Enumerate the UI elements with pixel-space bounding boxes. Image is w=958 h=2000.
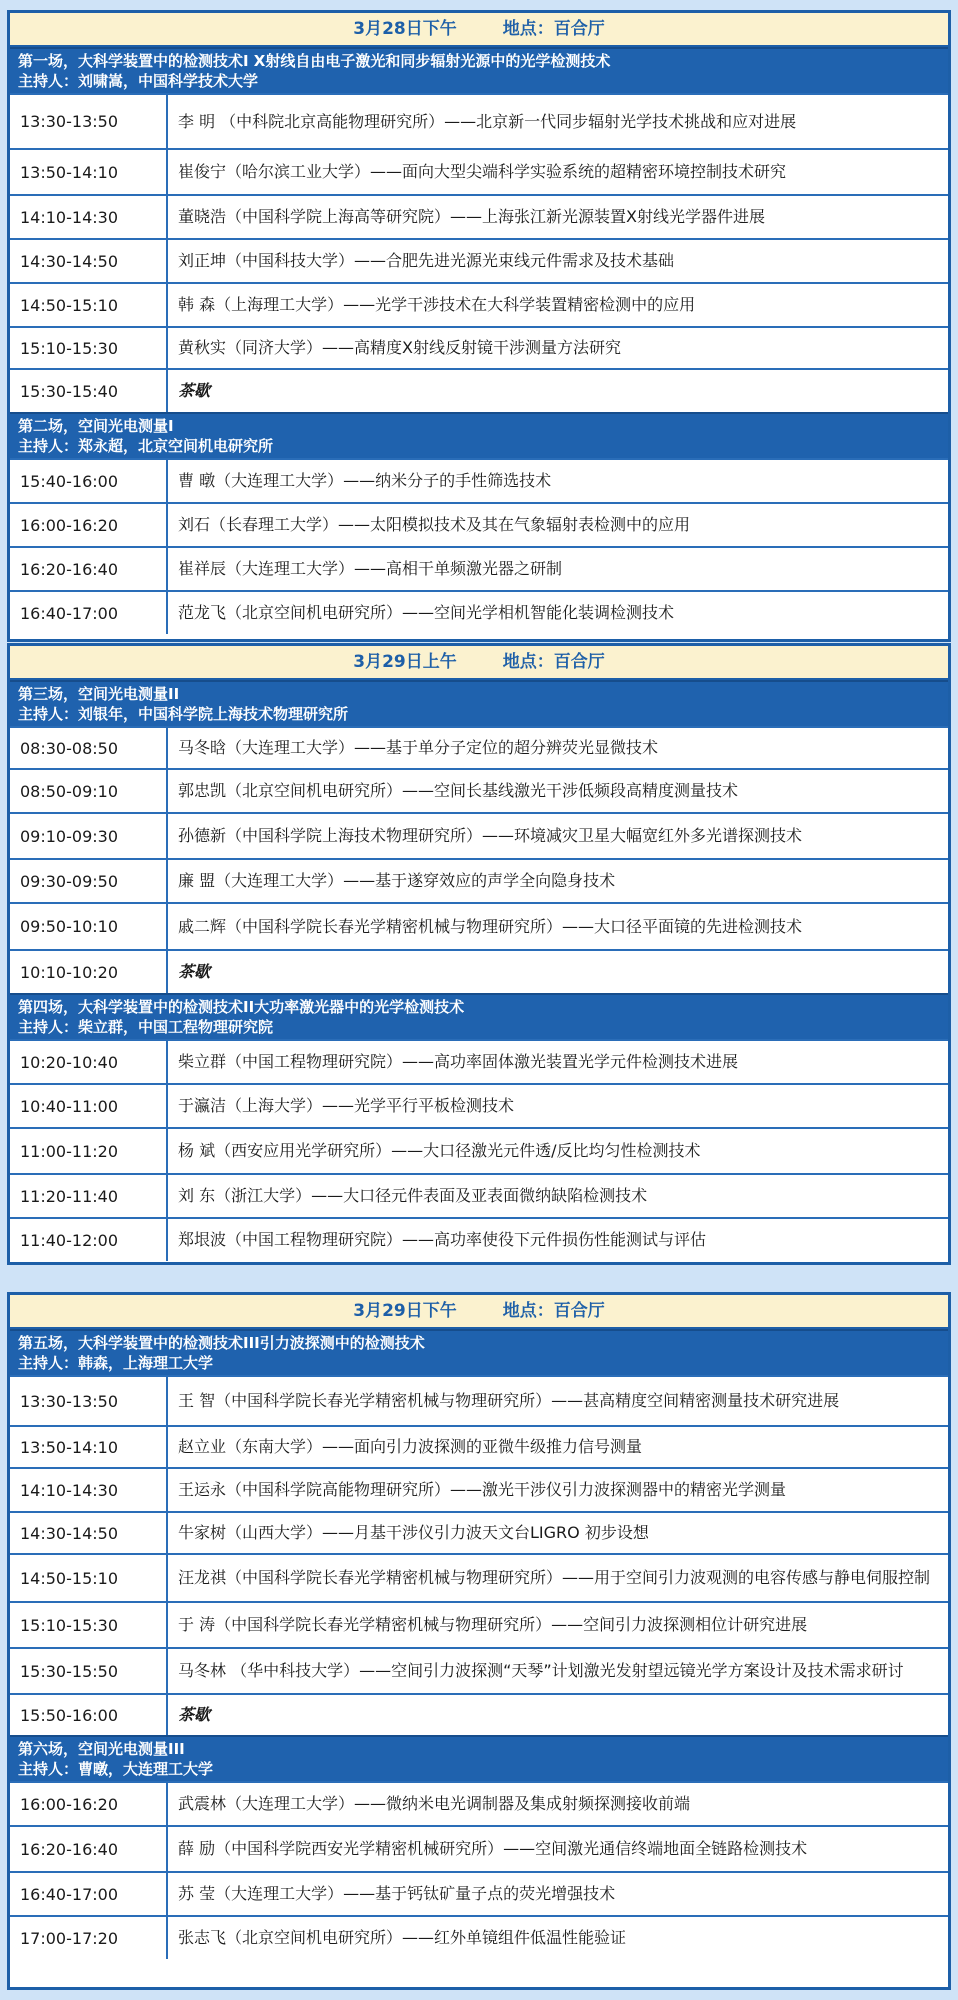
session-header: [10, 993, 948, 1039]
time-slot: 14:10-14:30: [10, 196, 168, 238]
time-slot: 09:50-10:10: [10, 904, 168, 949]
time-slot: 17:00-17:20: [10, 1917, 168, 1959]
talk-info: 薛 励（中国科学院西安光学精密机械研究所）——空间激光通信终端地面全链路检测技术: [178, 1839, 808, 1858]
day-panel: [7, 1292, 951, 1990]
talk-info: 郑垠波（中国工程物理研究院）——高功率使役下元件损伤性能测试与评估: [178, 1230, 707, 1249]
talk-row: [10, 1127, 948, 1173]
talk-info: 廉 盟（大连理工大学）——基于遂穿效应的声学全向隐身技术: [178, 871, 616, 890]
time-slot: 11:40-12:00: [10, 1219, 168, 1261]
time-slot: 08:30-08:50: [10, 728, 168, 768]
talk-row: [10, 1553, 948, 1601]
talk-info: 崔祥辰（大连理工大学）——高相干单频激光器之研制: [178, 559, 563, 578]
tea-break-label: 茶歇: [178, 1705, 211, 1724]
talk-row: [10, 1173, 948, 1217]
time-slot: 14:50-15:10: [10, 1555, 168, 1601]
talk-row: [10, 502, 948, 546]
time-slot: 08:50-09:10: [10, 770, 168, 812]
talk-row: [10, 1425, 948, 1467]
talk-info: 刘 东（浙江大学）——大口径元件表面及亚表面微纳缺陷检测技术: [178, 1186, 648, 1205]
time-slot: 13:30-13:50: [10, 95, 168, 148]
talk-row: [10, 902, 948, 949]
time-slot: 16:00-16:20: [10, 1783, 168, 1825]
session-host: 主持人：曹暾，大连理工大学: [18, 1760, 214, 1778]
talk-info: 于 涛（中国科学院长春光学精密机械与物理研究所）——空间引力波探测相位计研究进展: [178, 1615, 808, 1634]
talk-row: [10, 1511, 948, 1553]
time-slot: 14:10-14:30: [10, 1469, 168, 1511]
talk-row: [10, 1083, 948, 1127]
talk-info: 戚二辉（中国科学院长春光学精密机械与物理研究所）——大口径平面镜的先进检测技术: [178, 916, 803, 936]
time-slot: 16:20-16:40: [10, 1827, 168, 1871]
talk-row: [10, 458, 948, 502]
talk-info: 孙德新（中国科学院上海技术物理研究所）——环境减灾卫星大幅宽红外多光谱探测技术: [178, 826, 803, 845]
session-host: 主持人：柴立群，中国工程物理研究院: [18, 1018, 274, 1036]
day-panel: [7, 643, 951, 1265]
day-date: 3月29日上午: [353, 652, 457, 672]
talk-info: 刘正坤（中国科技大学）——合肥先进光源光束线元件需求及技术基础: [178, 251, 675, 270]
talk-row: [10, 1039, 948, 1083]
talk-row: [10, 1871, 948, 1915]
talk-info: 范龙飞（北京空间机电研究所）——空间光学相机智能化装调检测技术: [178, 603, 675, 622]
time-slot: 14:50-15:10: [10, 284, 168, 326]
time-slot: 10:20-10:40: [10, 1041, 168, 1083]
talk-row: [10, 590, 948, 634]
session-header: [10, 412, 948, 458]
session-header: [10, 680, 948, 726]
talk-info: 杨 斌（西安应用光学研究所）——大口径激光元件透/反比均匀性检测技术: [178, 1141, 701, 1160]
session-header: [10, 47, 948, 93]
session-host: 主持人：刘银年，中国科学院上海技术物理研究所: [18, 705, 349, 723]
talk-row: [10, 1647, 948, 1693]
time-slot: 09:30-09:50: [10, 860, 168, 902]
day-venue: 地点：百合厅: [502, 1301, 605, 1321]
talk-row: [10, 812, 948, 858]
talk-row: [10, 1825, 948, 1871]
talk-row: [10, 726, 948, 768]
time-slot: 15:10-15:30: [10, 328, 168, 368]
talk-info: 黄秋实（同济大学）——高精度X射线反射镜干涉测量方法研究: [178, 338, 621, 357]
session-host: 主持人：郑永超，北京空间机电研究所: [18, 437, 274, 455]
time-slot: 16:20-16:40: [10, 548, 168, 590]
tea-break-label: 茶歇: [178, 381, 211, 400]
time-slot: 15:30-15:40: [10, 370, 168, 412]
day-header: [10, 1295, 948, 1329]
break-row: [10, 1693, 948, 1735]
time-slot: 15:30-15:50: [10, 1649, 168, 1693]
talk-info: 李 明 （中科院北京高能物理研究所）——北京新一代同步辐射光学技术挑战和应对进展: [178, 111, 797, 131]
talk-info: 刘石（长春理工大学）——太阳模拟技术及其在气象辐射表检测中的应用: [178, 515, 691, 534]
talk-row: [10, 1375, 948, 1425]
time-slot: 13:50-14:10: [10, 1427, 168, 1467]
talk-row: [10, 194, 948, 238]
time-slot: 16:40-17:00: [10, 592, 168, 634]
time-slot: 11:00-11:20: [10, 1129, 168, 1173]
talk-row: [10, 93, 948, 148]
day-panel: [7, 10, 951, 642]
session-header: [10, 1329, 948, 1375]
talk-info: 牛家树（山西大学）——月基干涉仪引力波天文台LIGRO 初步设想: [178, 1523, 649, 1542]
talk-info: 张志飞（北京空间机电研究所）——红外单镜组件低温性能验证: [178, 1928, 627, 1947]
talk-info: 于瀛洁（上海大学）——光学平行平板检测技术: [178, 1096, 515, 1115]
talk-row: [10, 768, 948, 812]
session-header: [10, 1735, 948, 1781]
talk-info: 武震林（大连理工大学）——微纳米电光调制器及集成射频探测接收前端: [178, 1794, 691, 1813]
time-slot: 15:10-15:30: [10, 1603, 168, 1647]
break-row: [10, 368, 948, 412]
session-title: 第一场，大科学装置中的检测技术I X射线自由电子激光和同步辐射光源中的光学检测技术: [18, 52, 611, 70]
break-row: [10, 949, 948, 993]
day-date: 3月29日下午: [353, 1301, 457, 1321]
talk-info: 崔俊宁（哈尔滨工业大学）——面向大型尖端科学实验系统的超精密环境控制技术研究: [178, 162, 787, 181]
talk-info: 柴立群（中国工程物理研究院）——高功率固体激光装置光学元件检测技术进展: [178, 1052, 739, 1071]
day-venue: 地点：百合厅: [502, 19, 605, 39]
day-date: 3月28日下午: [353, 19, 457, 39]
time-slot: 13:50-14:10: [10, 150, 168, 194]
session-title: 第五场，大科学装置中的检测技术III引力波探测中的检测技术: [18, 1334, 425, 1352]
talk-info: 董晓浩（中国科学院上海高等研究院）——上海张江新光源装置X射线光学器件进展: [178, 207, 765, 226]
session-title: 第六场，空间光电测量III: [18, 1740, 185, 1758]
session-title: 第三场，空间光电测量II: [18, 685, 180, 703]
day-header: [10, 646, 948, 680]
talk-row: [10, 1781, 948, 1825]
talk-row: [10, 1601, 948, 1647]
time-slot: 14:30-14:50: [10, 240, 168, 282]
talk-info: 马冬林 （华中科技大学）——空间引力波探测“天琴”计划激光发射望远镜光学方案设计及技术需求研讨: [178, 1661, 904, 1680]
day-header: [10, 13, 948, 47]
day-venue: 地点：百合厅: [502, 652, 605, 672]
session-host: 主持人：刘啸嵩，中国科学技术大学: [18, 72, 259, 90]
talk-row: [10, 148, 948, 194]
talk-info: 马冬晗（大连理工大学）——基于单分子定位的超分辨荧光显微技术: [178, 738, 659, 757]
time-slot: 11:20-11:40: [10, 1175, 168, 1217]
time-slot: 13:30-13:50: [10, 1377, 168, 1425]
talk-row: [10, 282, 948, 326]
time-slot: 09:10-09:30: [10, 814, 168, 858]
talk-info: 赵立业（东南大学）——面向引力波探测的亚微牛级推力信号测量: [178, 1437, 643, 1456]
time-slot: 14:30-14:50: [10, 1513, 168, 1553]
tea-break-label: 茶歇: [178, 962, 211, 981]
talk-row: [10, 546, 948, 590]
talk-row: [10, 1915, 948, 1959]
session-title: 第四场，大科学装置中的检测技术II大功率激光器中的光学检测技术: [18, 998, 465, 1016]
talk-row: [10, 1467, 948, 1511]
time-slot: 15:40-16:00: [10, 460, 168, 502]
time-slot: 10:40-11:00: [10, 1085, 168, 1127]
talk-info: 王 智（中国科学院长春光学精密机械与物理研究所）——甚高精度空间精密测量技术研究进展: [178, 1391, 840, 1410]
time-slot: 10:10-10:20: [10, 951, 168, 993]
talk-row: [10, 326, 948, 368]
talk-info: 王运永（中国科学院高能物理研究所）——激光干涉仪引力波探测器中的精密光学测量: [178, 1480, 787, 1499]
talk-row: [10, 858, 948, 902]
talk-row: [10, 238, 948, 282]
talk-info: 曹 暾（大连理工大学）——纳米分子的手性筛选技术: [178, 471, 552, 490]
talk-info: 汪龙祺（中国科学院长春光学精密机械与物理研究所）——用于空间引力波观测的电容传感与静电伺服控制: [178, 1568, 931, 1587]
talk-info: 郭忠凯（北京空间机电研究所）——空间长基线激光干涉低频段高精度测量技术: [178, 781, 739, 800]
talk-info: 苏 莹（大连理工大学）——基于钙钛矿量子点的荧光增强技术: [178, 1884, 616, 1903]
time-slot: 16:00-16:20: [10, 504, 168, 546]
time-slot: 16:40-17:00: [10, 1873, 168, 1915]
session-title: 第二场，空间光电测量I: [18, 417, 174, 435]
talk-info: 韩 森（上海理工大学）——光学干涉技术在大科学装置精密检测中的应用: [178, 295, 696, 314]
talk-row: [10, 1217, 948, 1261]
time-slot: 15:50-16:00: [10, 1695, 168, 1735]
session-host: 主持人：韩森，上海理工大学: [18, 1354, 214, 1372]
